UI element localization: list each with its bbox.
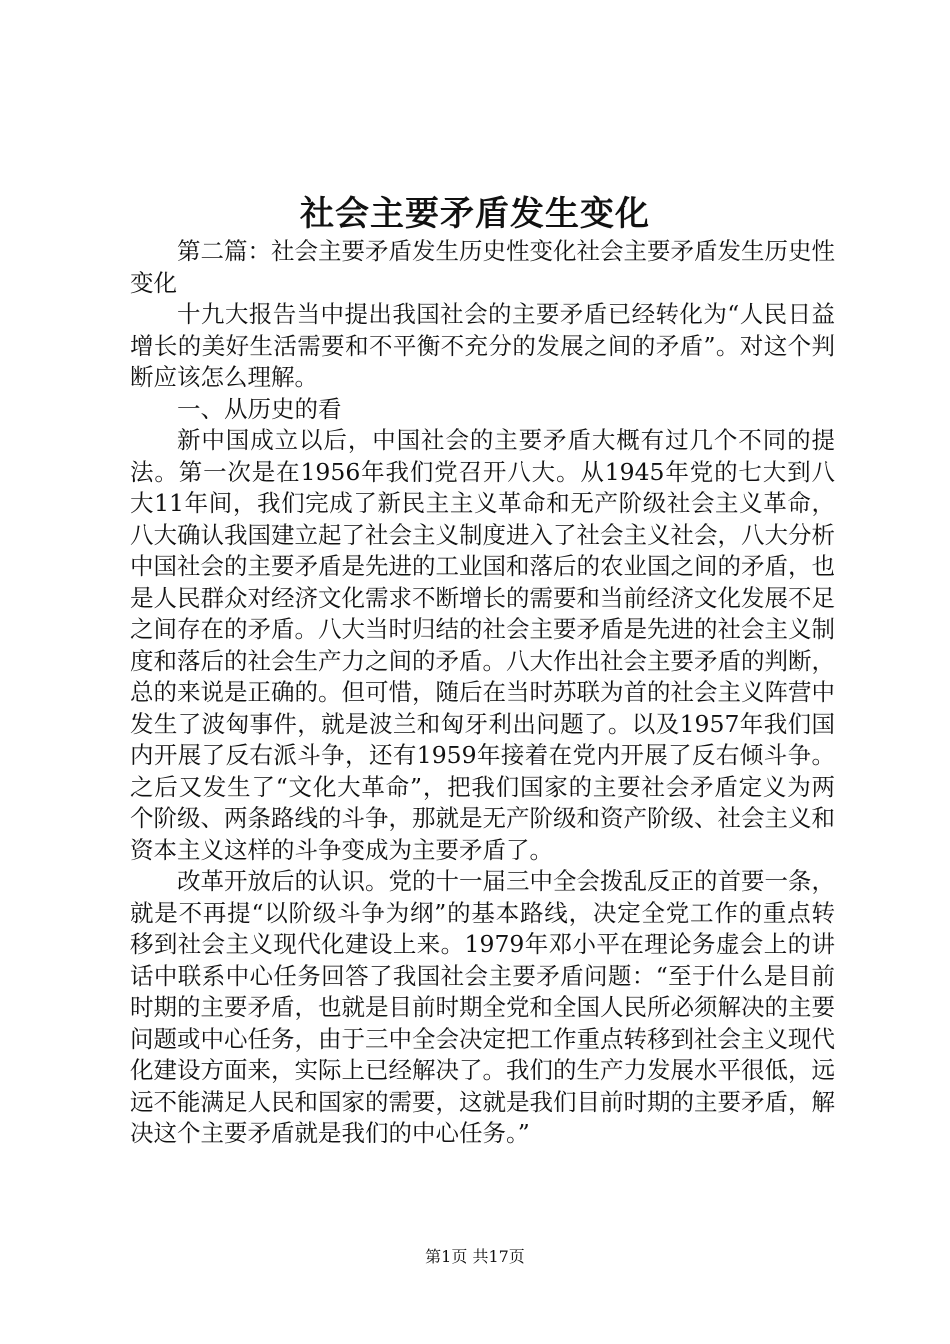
document-body: [130, 236, 835, 1150]
paragraph-heading: 第二篇：社会主要矛盾发生历史性变化社会主要矛盾发生历史性变化: [130, 237, 835, 297]
paragraph: 改革开放后的认识。党的十一届三中全会拨乱反正的首要一条，就是不再提“以阶级斗争为纲”的基本路线，决定全党工作的重点转移到社会主义现代化建设上来。1979年邓小平在理论务虚会上的讲话中联系中心任务回答了我国社会主要矛盾问题：“至于什么是目前时期的主要矛盾，也就是目前时期全党和全国人民所必须解决的主要问题或中心任务，由于三中全会决定把工作重点转移到社会主义现代化建设方面来，实际上已经解决了。我们的生产力发展水平很低，远远不能满足人民和国家的需要，这就是我们目前时期的主要矛盾，解决这个主要矛盾就是我们的中心任务。”: [130, 867, 835, 1147]
section-heading: 一、从历史的看: [177, 394, 342, 423]
page-number-footer: 第1页 共17页: [425, 1247, 525, 1266]
document-title: 社会主要矛盾发生变化: [300, 194, 650, 234]
paragraph: 新中国成立以后，中国社会的主要矛盾大概有过几个不同的提法。第一次是在1956年我们党召开八大。从1945年党的七大到八大11年间，我们完成了新民主主义革命和无产阶级社会主义革命，八大确认我国建立起了社会主义制度进入了社会主义社会，八大分析中国社会的主要矛盾是先进的工业国和落后的农业国之间的矛盾，也是人民群众对经济文化需求不断增长的需要和当前经济文化发展不足之间存在的矛盾。八大当时归结的社会主要矛盾是先进的社会主义制度和落后的社会生产力之间的矛盾。八大作出社会主要矛盾的判断，总的来说是正确的。但可惜，随后在当时苏联为首的社会主义阵营中发生了波匈事件，就是波兰和匈牙利出问题了。以及1957年我们国内开展了反右派斗争，还有1959年接着在党内开展了反右倾斗争。之后又发生了“文化大革命”，把我们国家的主要社会矛盾定义为两个阶级、两条路线的斗争，那就是无产阶级和资产阶级、社会主义和资本主义这样的斗争变成为主要矛盾了。: [130, 426, 835, 864]
paragraph: 十九大报告当中提出我国社会的主要矛盾已经转化为“人民日益增长的美好生活需要和不平衡不充分的发展之间的矛盾”。对这个判断应该怎么理解。: [130, 300, 835, 391]
